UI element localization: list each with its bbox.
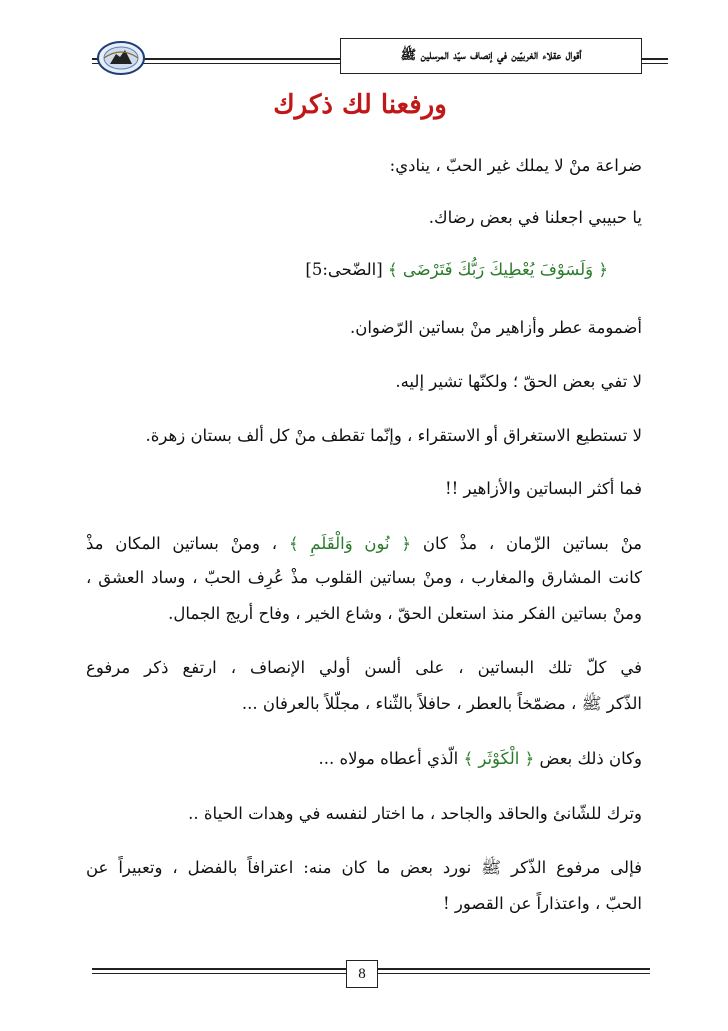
emblem-icon — [96, 40, 146, 76]
ornate-bracket-open: ﴿ — [401, 534, 412, 553]
quran-verse: الْكَوْثَر — [478, 749, 520, 768]
text-line: الذّكر ﷺ ، مضمّخاً بالعطر ، حافلاً بالثّناء ، مجلّلاً بالعرفان ... — [241, 694, 642, 713]
text-line: لا تستطيع الاستغراق أو الاستقراء ، وإنّما تقطف منْ كل ألف بستان زهرة. — [145, 426, 642, 445]
text-line: كانت المشارق والمغارب ، ومنْ بساتين القلوب مذْ عُرِف الحبّ ، وساد العشق ، — [86, 568, 642, 587]
text-fragment: منْ بساتين الزّمان ، مذْ كان — [422, 534, 643, 553]
text-line: لا تفي بعض الحقّ ؛ ولكنّها تشير إليه. — [395, 372, 642, 391]
verse-reference: [الضّحى:5] — [305, 260, 383, 279]
text-fragment: الّذي أعطاه مولاه ... — [318, 749, 459, 768]
text-fragment: وكان ذلك بعض — [539, 749, 642, 768]
ornate-bracket-close: ﴾ — [387, 260, 398, 279]
ornate-bracket-open: ﴿ — [524, 749, 535, 768]
running-header — [340, 38, 642, 74]
text-line: الحبّ ، واعتذاراً عن القصور ! — [443, 894, 642, 913]
text-line: ضراعة منْ لا يملك غير الحبّ ، ينادي: — [389, 156, 642, 175]
text-line: وترك للشّانئ والحاقد والجاحد ، ما اختار لنفسه في وهدات الحياة .. — [188, 804, 642, 823]
text-line: ومنْ بساتين الفكر منذ استعلن الحقّ ، وشاع الخير ، وفاح أريج الجمال. — [168, 604, 642, 623]
ornate-bracket-open: ﴿ — [598, 260, 608, 279]
text-line: في كلّ تلك البساتين ، على ألسن أولي الإنصاف ، ارتفع ذكر مرفوع — [86, 658, 642, 677]
verse-line — [318, 747, 642, 771]
section-title: ورفعنا لك ذكرك — [273, 90, 447, 120]
page-number: 8 — [346, 960, 378, 988]
running-header-title: أقوال عقلاء الغربيّين في إنصاف سيّد المرسلين ﷺ — [400, 47, 582, 63]
text-fragment: ، ومنْ بساتين المكان مذْ — [86, 534, 278, 553]
quran-verse: وَلَسَوْفَ يُعْطِيكَ رَبُّكَ فَتَرْضَى — [402, 260, 594, 279]
ornate-bracket-close: ﴾ — [463, 749, 474, 768]
text-line: فإلى مرفوع الذّكر ﷺ نورد بعض ما كان منه: اعترافاً بالفضل ، وتعبيراً عن — [86, 858, 642, 877]
text-line: يا حبيبي اجعلنا في بعض رضاك. — [428, 208, 642, 227]
text-line: فما أكثر البساتين والأزاهير !! — [445, 479, 642, 498]
text-line — [86, 532, 642, 556]
text-line: أضمومة عطر وأزاهير منْ بساتين الرّضوان. — [349, 318, 642, 337]
quran-verse: نُون وَالْقَلَمِ — [310, 534, 390, 553]
ornate-bracket-close: ﴾ — [288, 534, 299, 553]
verse-line — [305, 258, 608, 282]
